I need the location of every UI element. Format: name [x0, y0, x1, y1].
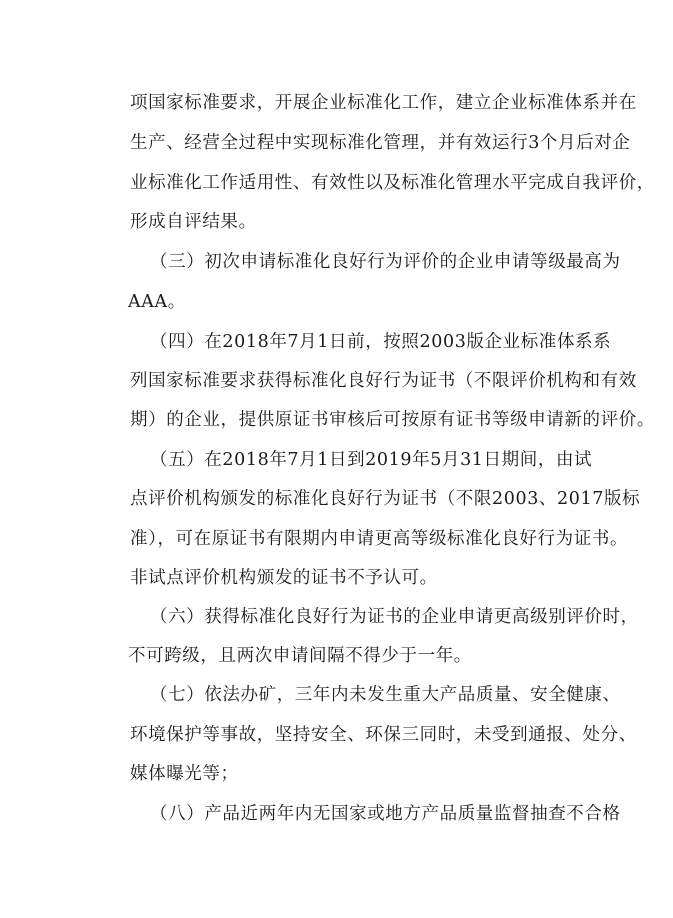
- text-line-1: 项国家标准要求，开展企业标准化工作，建立企业标准体系并在: [130, 93, 637, 113]
- text-line-3: 业标准化工作适用性、有效性以及标准化管理水平完成自我评价，: [130, 173, 655, 193]
- text-line-2: 生产、经营全过程中实现标准化管理，并有效运行3个月后对企: [130, 133, 631, 153]
- text-line-11: 点评价机构颁发的标准化良好行为证书（不限2003、2017版标: [130, 489, 641, 509]
- text-line-9: 期）的企业，提供原证书审核后可按原有证书等级申请新的评价。: [130, 410, 655, 430]
- text-line-5: （三）初次申请标准化良好行为评价的企业申请等级最高为: [150, 252, 621, 272]
- text-line-18: 媒体曝光等；: [130, 764, 239, 784]
- text-line-13: 非试点评价机构颁发的证书不予认可。: [130, 568, 438, 588]
- text-line-16: （七）依法办矿，三年内未发生重大产品质量、安全健康、: [150, 685, 621, 705]
- text-line-6: AAA。: [128, 292, 186, 312]
- text-line-15: 不可跨级，且两次申请间隔不得少于一年。: [128, 646, 472, 666]
- text-line-4: 形成自评结果。: [130, 212, 257, 232]
- text-line-19: （八）产品近两年内无国家或地方产品质量监督抽查不合格: [150, 804, 621, 824]
- text-line-12: 准），可在原证书有限期内申请更高等级标准化良好行为证书。: [130, 529, 629, 549]
- text-line-14: （六）获得标准化良好行为证书的企业申请更高级别评价时，: [150, 607, 639, 627]
- text-line-10: （五）在2018年7月1日到2019年5月31日期间，由试: [150, 450, 593, 470]
- text-line-8: 列国家标准要求获得标准化良好行为证书（不限评价机构和有效: [130, 371, 637, 391]
- text-line-17: 环境保护等事故，坚持安全、环保三同时，未受到通报、处分、: [130, 725, 637, 745]
- text-line-7: （四）在2018年7月1日前，按照2003版企业标准体系系: [150, 332, 612, 352]
